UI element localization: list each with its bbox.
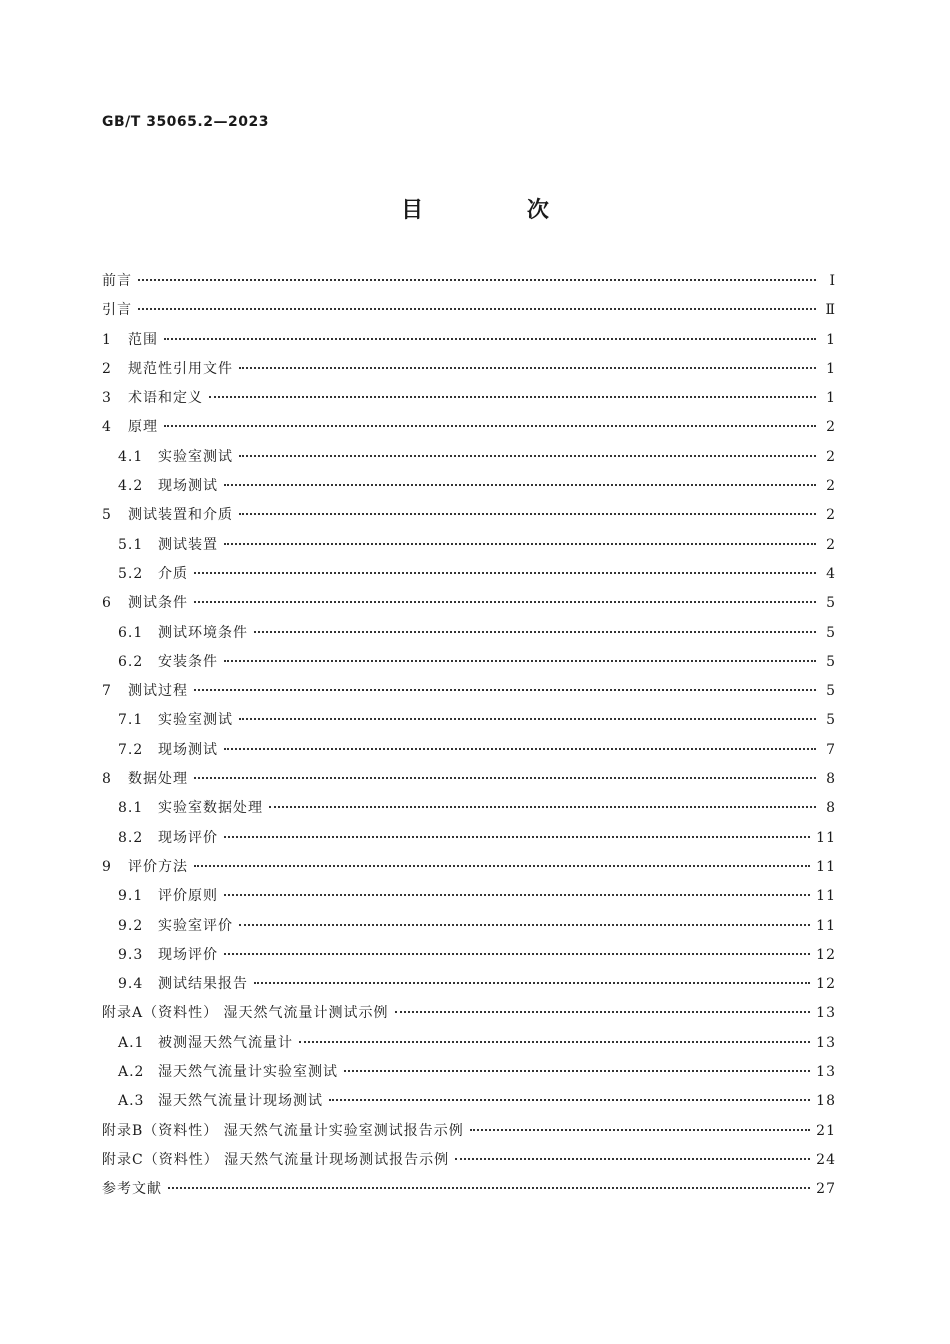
toc-entry-number: 7 xyxy=(102,683,112,700)
dot-leader xyxy=(209,396,816,398)
toc-entry-page: 8 xyxy=(826,771,836,788)
toc-entry-number: A.3 xyxy=(118,1093,145,1110)
toc-entry[interactable] xyxy=(102,475,836,504)
toc-entry-number: A.2 xyxy=(118,1064,145,1081)
toc-entry[interactable] xyxy=(102,856,836,885)
toc-entry-title: 安装条件 xyxy=(158,653,218,670)
toc-entry-title: 现场评价 xyxy=(158,829,218,846)
toc-entry-title: 现场测试 xyxy=(158,741,218,758)
toc-entry-title: 数据处理 xyxy=(128,771,188,788)
dot-leader xyxy=(164,338,816,340)
dot-leader xyxy=(224,543,816,545)
toc-entry-page: 18 xyxy=(816,1093,836,1110)
toc-entry-number: 7.1 xyxy=(118,712,144,729)
toc-entry[interactable] xyxy=(102,1120,836,1149)
dot-leader xyxy=(168,1187,810,1189)
toc-entry[interactable] xyxy=(102,1090,836,1119)
toc-entry-title: 原理 xyxy=(128,419,158,436)
dot-leader xyxy=(239,367,816,369)
toc-entry-page: 1 xyxy=(826,331,836,348)
toc-entry-number: 4 xyxy=(102,419,112,436)
toc-entry[interactable] xyxy=(102,973,836,1002)
toc-entry-page: 13 xyxy=(816,1034,836,1051)
toc-entry-title: 湿天然气流量计现场测试 xyxy=(158,1093,323,1110)
toc-entry[interactable] xyxy=(102,299,836,328)
toc-entry-page: 12 xyxy=(816,946,836,963)
toc-entry-title: 测试环境条件 xyxy=(158,624,248,641)
toc-entry[interactable] xyxy=(102,592,836,621)
toc-entry[interactable] xyxy=(102,1002,836,1031)
dot-leader xyxy=(239,924,810,926)
toc-entry-number: 8.2 xyxy=(118,829,144,846)
toc-entry-number: 9.4 xyxy=(118,976,144,993)
toc-entry-title: 测试装置 xyxy=(158,536,218,553)
toc-entry-page: 5 xyxy=(826,653,836,670)
toc-entry-title: 规范性引用文件 xyxy=(128,360,233,377)
toc-entry-title: 附录B（资料性） 湿天然气流量计实验室测试报告示例 xyxy=(102,1122,464,1139)
toc-entry-page: 5 xyxy=(826,712,836,729)
dot-leader xyxy=(224,660,816,662)
toc-entry-page: 24 xyxy=(816,1151,836,1168)
toc-entry-number: 9.3 xyxy=(118,946,144,963)
toc-entry-page: 1 xyxy=(826,360,836,377)
toc-entry-page: 2 xyxy=(826,536,836,553)
toc-entry[interactable] xyxy=(102,563,836,592)
toc-entry-title: 测试结果报告 xyxy=(158,976,248,993)
toc-entry-page: 2 xyxy=(826,448,836,465)
dot-leader xyxy=(254,631,816,633)
toc-entry-title: 实验室测试 xyxy=(158,712,233,729)
dot-leader xyxy=(194,572,816,574)
dot-leader xyxy=(344,1070,810,1072)
toc-entry-number: 3 xyxy=(102,390,112,407)
dot-leader xyxy=(164,425,816,427)
toc-entry-number: 6.2 xyxy=(118,653,144,670)
standard-code: GB/T 35065.2—2023 xyxy=(102,114,269,130)
toc-entry[interactable] xyxy=(102,1061,836,1090)
toc-entry-page: 11 xyxy=(816,858,836,875)
toc-entry-page: 5 xyxy=(826,595,836,612)
toc-entry[interactable] xyxy=(102,387,836,416)
toc-entry-title: 实验室测试 xyxy=(158,448,233,465)
toc-entry-number: 5.1 xyxy=(118,536,144,553)
toc-entry[interactable] xyxy=(102,358,836,387)
toc-entry[interactable] xyxy=(102,270,836,299)
toc-entry-page: Ⅰ xyxy=(829,273,836,289)
dot-leader xyxy=(239,718,816,720)
toc-entry[interactable] xyxy=(102,1178,836,1207)
toc-entry-number: 2 xyxy=(102,360,112,377)
toc-entry-page: 27 xyxy=(816,1181,836,1198)
toc-entry-number: 6 xyxy=(102,595,112,612)
toc-entry-number: 4.2 xyxy=(118,478,144,495)
dot-leader xyxy=(455,1158,810,1160)
toc-entry-page: 11 xyxy=(816,829,836,846)
toc-entry-title: 评价方法 xyxy=(128,858,188,875)
toc-entry-number: 9 xyxy=(102,858,112,875)
toc-entry-title: 参考文献 xyxy=(102,1181,162,1198)
dot-leader xyxy=(254,982,810,984)
toc-entry-number: 8.1 xyxy=(118,800,144,817)
toc-entry-title: 实验室数据处理 xyxy=(158,800,263,817)
toc-entry-page: 11 xyxy=(816,917,836,934)
toc-entry[interactable] xyxy=(102,504,836,533)
toc-entry[interactable] xyxy=(102,944,836,973)
toc-entry-page: 21 xyxy=(816,1122,836,1139)
dot-leader xyxy=(224,953,810,955)
toc-entry[interactable] xyxy=(102,680,836,709)
toc-entry[interactable] xyxy=(102,416,836,445)
toc-entry-page: 2 xyxy=(826,419,836,436)
toc-entry[interactable] xyxy=(102,827,836,856)
toc-entry-page: 5 xyxy=(826,624,836,641)
toc-entry-title: 介质 xyxy=(158,565,188,582)
toc-entry-title: 范围 xyxy=(128,331,158,348)
toc-entry[interactable] xyxy=(102,797,836,826)
toc-entry-title: 湿天然气流量计实验室测试 xyxy=(158,1064,338,1081)
toc-entry-page: 8 xyxy=(826,800,836,817)
toc-entry-title: 测试装置和介质 xyxy=(128,507,233,524)
toc-entry-title: 附录C（资料性） 湿天然气流量计现场测试报告示例 xyxy=(102,1151,450,1168)
dot-leader xyxy=(329,1099,810,1101)
table-of-contents xyxy=(102,270,836,1208)
dot-leader xyxy=(224,894,810,896)
toc-entry[interactable] xyxy=(102,739,836,768)
dot-leader xyxy=(224,836,810,838)
toc-entry-title: 实验室评价 xyxy=(158,917,233,934)
toc-entry-number: A.1 xyxy=(118,1034,145,1051)
dot-leader xyxy=(194,601,816,603)
toc-entry-number: 1 xyxy=(102,331,112,348)
dot-leader xyxy=(194,865,810,867)
toc-entry-title: 附录A（资料性） 湿天然气流量计测试示例 xyxy=(102,1005,389,1022)
toc-entry-number: 4.1 xyxy=(118,448,144,465)
toc-entry[interactable] xyxy=(102,651,836,680)
dot-leader xyxy=(239,455,816,457)
toc-entry-page: 1 xyxy=(826,390,836,407)
toc-entry-title: 测试过程 xyxy=(128,683,188,700)
toc-entry-number: 7.2 xyxy=(118,741,144,758)
toc-entry-title: 被测湿天然气流量计 xyxy=(158,1034,293,1051)
toc-entry-title: 现场评价 xyxy=(158,946,218,963)
dot-leader xyxy=(224,484,816,486)
toc-entry-page: Ⅱ xyxy=(825,302,836,319)
dot-leader xyxy=(194,777,816,779)
dot-leader xyxy=(224,748,816,750)
dot-leader xyxy=(138,279,816,281)
toc-entry-title: 现场测试 xyxy=(158,478,218,495)
toc-entry[interactable] xyxy=(102,1149,836,1178)
toc-entry[interactable] xyxy=(102,709,836,738)
toc-entry-number: 8 xyxy=(102,771,112,788)
toc-entry-page: 12 xyxy=(816,976,836,993)
toc-entry-number: 9.1 xyxy=(118,888,144,905)
dot-leader xyxy=(470,1129,810,1131)
dot-leader xyxy=(269,806,816,808)
toc-entry-page: 13 xyxy=(816,1064,836,1081)
toc-entry-number: 6.1 xyxy=(118,624,144,641)
toc-entry-number: 5.2 xyxy=(118,565,144,582)
toc-entry-page: 4 xyxy=(826,565,836,582)
toc-entry[interactable] xyxy=(102,329,836,358)
toc-entry-title: 测试条件 xyxy=(128,595,188,612)
toc-entry[interactable] xyxy=(102,534,836,563)
toc-entry-title: 引言 xyxy=(102,302,132,319)
dot-leader xyxy=(395,1011,811,1013)
toc-entry-title: 评价原则 xyxy=(158,888,218,905)
toc-entry-page: 13 xyxy=(816,1005,836,1022)
dot-leader xyxy=(194,689,816,691)
dot-leader xyxy=(299,1041,810,1043)
toc-entry[interactable] xyxy=(102,622,836,651)
toc-entry[interactable] xyxy=(102,768,836,797)
toc-entry[interactable] xyxy=(102,915,836,944)
toc-entry[interactable] xyxy=(102,1032,836,1061)
toc-entry-number: 5 xyxy=(102,507,112,524)
toc-entry[interactable] xyxy=(102,446,836,475)
toc-entry-page: 11 xyxy=(816,888,836,905)
toc-entry-number: 9.2 xyxy=(118,917,144,934)
toc-entry-page: 5 xyxy=(826,683,836,700)
toc-entry[interactable] xyxy=(102,885,836,914)
dot-leader xyxy=(239,513,816,515)
toc-entry-title: 前言 xyxy=(102,273,132,289)
toc-entry-page: 2 xyxy=(826,507,836,524)
dot-leader xyxy=(138,308,816,310)
toc-entry-page: 2 xyxy=(826,478,836,495)
toc-title: 目 次 xyxy=(401,198,597,223)
toc-entry-page: 7 xyxy=(826,741,836,758)
toc-entry-title: 术语和定义 xyxy=(128,390,203,407)
